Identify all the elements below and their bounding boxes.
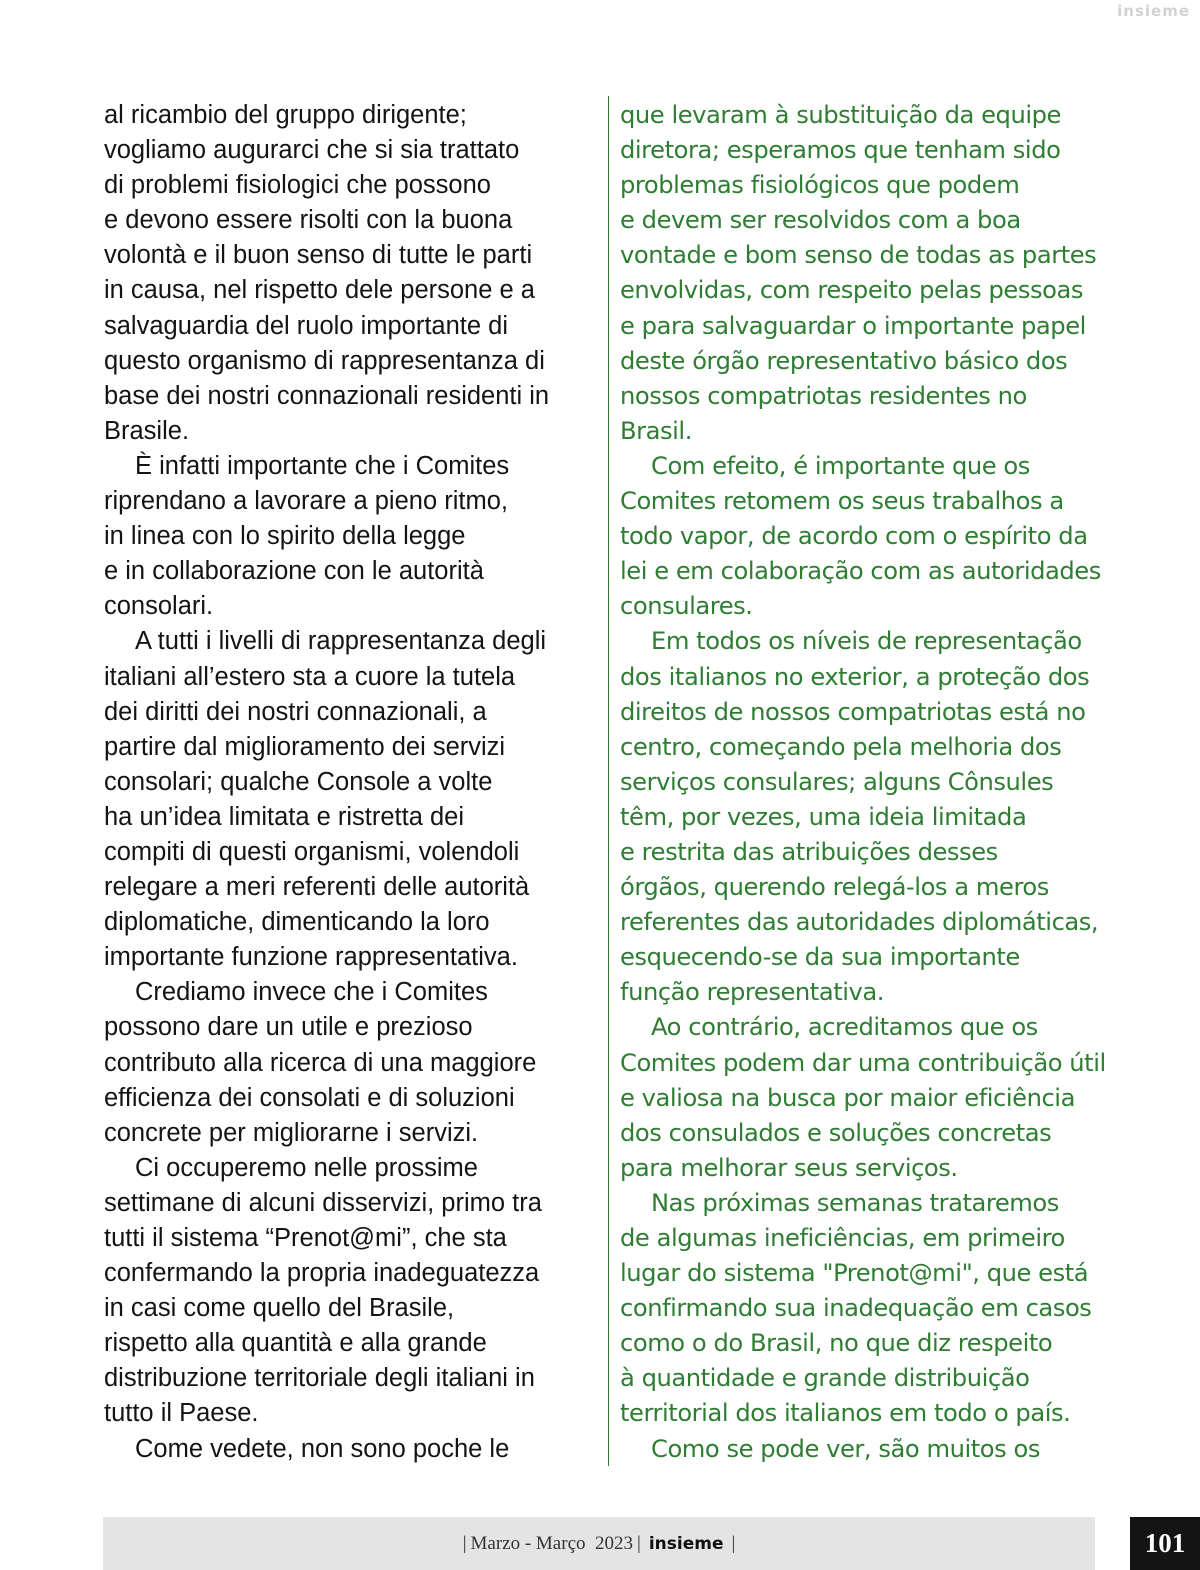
- portuguese-text-line: para melhorar seus serviços.: [620, 1153, 958, 1182]
- portuguese-text-column: [620, 98, 1180, 1467]
- italian-text-line: e in collaborazione con le autorità: [104, 557, 484, 586]
- portuguese-text-line: territorial dos italianos em todo o país.: [620, 1399, 1071, 1428]
- italian-text-line: Brasile.: [104, 416, 190, 445]
- italian-text-line: È infatti importante che i Comites: [135, 451, 510, 480]
- portuguese-text-line: dos italianos no exterior, a proteção dos: [620, 662, 1090, 691]
- italian-text-line: partire dal miglioramento dei servizi: [104, 732, 506, 761]
- portuguese-text-line: lugar do sistema "Prenot@mi", que está: [620, 1259, 1089, 1288]
- italian-text-line: salvaguardia del ruolo importante di: [104, 311, 508, 340]
- italian-text-line: settimane di alcuni disservizi, primo tra: [104, 1188, 542, 1217]
- italian-text-line: questo organismo di rappresentanza di: [104, 346, 545, 375]
- italian-text-line: possono dare un utile e prezioso: [104, 1013, 473, 1042]
- portuguese-text-line: Ao contrário, acreditamos que os: [651, 1013, 1038, 1042]
- portuguese-text-line: deste órgão representativo básico dos: [620, 346, 1068, 375]
- portuguese-text-line: problemas fisiológicos que podem: [620, 171, 1020, 200]
- portuguese-text-line: serviços consulares; alguns Cônsules: [620, 767, 1054, 796]
- italian-text-line: base dei nostri connazionali residenti in: [104, 381, 550, 410]
- footer-separator: |: [637, 1532, 641, 1554]
- italian-text-line: concrete per migliorarne i servizi.: [104, 1118, 479, 1147]
- footer-separator: |: [462, 1532, 467, 1554]
- italian-text-line: confermando la propria inadeguatezza: [104, 1259, 540, 1288]
- italian-text-line: riprendano a lavorare a pieno ritmo,: [104, 487, 508, 516]
- italian-text-line: in casi come quello del Brasile,: [104, 1294, 455, 1323]
- italian-text-line: di problemi fisiologici che possono: [104, 171, 491, 200]
- italian-text-line: in causa, nel rispetto dele persone e a: [104, 276, 535, 305]
- italian-text-line: Ci occuperemo nelle prossime: [135, 1153, 478, 1182]
- page-number: 101: [1130, 1517, 1200, 1570]
- italian-text-line: consolari; qualche Console a volte: [104, 767, 493, 796]
- portuguese-text-line: Como se pode ver, são muitos os: [651, 1434, 1041, 1463]
- italian-text-line: A tutti i livelli di rappresentanza degli: [135, 627, 547, 656]
- italian-text-line: diplomatiche, dimenticando la loro: [104, 908, 490, 937]
- portuguese-text-line: de algumas ineficiências, em primeiro: [620, 1224, 1065, 1252]
- portuguese-text-line: Brasil.: [620, 416, 692, 445]
- italian-text-line: in linea con lo spirito della legge: [104, 522, 466, 551]
- footer-bar: [103, 1517, 1095, 1570]
- portuguese-text-line: Comites podem dar uma contribuição útil: [620, 1048, 1106, 1077]
- italian-text-line: al ricambio del gruppo dirigente;: [104, 101, 467, 129]
- italian-text-line: volontà e il buon senso di tutte le parti: [104, 241, 533, 270]
- italian-text-line: rispetto alla quantità e alla grande: [104, 1329, 487, 1358]
- italian-text-line: vogliamo augurarci che si sia trattato: [104, 136, 520, 165]
- portuguese-text-line: Nas próximas semanas trataremos: [651, 1188, 1059, 1217]
- portuguese-text-line: lei e em colaboração com as autoridades: [620, 557, 1101, 586]
- italian-text-column: [104, 98, 594, 1467]
- portuguese-text-line: consulares.: [620, 592, 753, 621]
- portuguese-text-line: confirmando sua inadequação em casos: [620, 1294, 1092, 1323]
- portuguese-text-line: referentes das autoridades diplomáticas,: [620, 908, 1099, 937]
- portuguese-text-line: à quantidade e grande distribuição: [620, 1364, 1030, 1393]
- footer-separator: |: [731, 1532, 736, 1554]
- portuguese-text-line: como o do Brasil, no que diz respeito: [620, 1329, 1053, 1358]
- portuguese-text-line: que levaram à substituição da equipe: [620, 101, 1061, 129]
- italian-text-line: consolari.: [104, 592, 214, 621]
- italian-text-line: Come vedete, non sono poche le: [135, 1434, 510, 1463]
- footer-issue-date: Marzo - Março 2023: [470, 1532, 634, 1554]
- italian-text-line: contributo alla ricerca di una maggiore: [104, 1048, 537, 1077]
- italian-text-line: tutto il Paese.: [104, 1399, 259, 1428]
- portuguese-text-line: todo vapor, de acordo com o espírito da: [620, 522, 1088, 551]
- portuguese-text-line: direitos de nossos compatriotas está no: [620, 697, 1086, 726]
- italian-text-line: Crediamo invece che i Comites: [135, 978, 488, 1007]
- portuguese-text-line: centro, começando pela melhoria dos: [620, 732, 1062, 761]
- portuguese-text-line: nossos compatriotas residentes no: [620, 381, 1027, 410]
- italian-text-line: dei diritti dei nostri connazionali, a: [104, 697, 487, 726]
- portuguese-text-line: Comites retomem os seus trabalhos a: [620, 487, 1064, 516]
- italian-text-line: e devono essere risolti con la buona: [104, 206, 513, 235]
- italian-text-line: relegare a meri referenti delle autorità: [104, 873, 530, 902]
- italian-text-line: tutti il sistema “Prenot@mi”, che sta: [104, 1224, 507, 1252]
- italian-text-line: importante funzione rappresentativa.: [104, 943, 518, 972]
- portuguese-text-line: Com efeito, é importante que os: [651, 451, 1030, 480]
- portuguese-text-line: e devem ser resolvidos com a boa: [620, 206, 1021, 235]
- portuguese-text-line: e para salvaguardar o importante papel: [620, 311, 1086, 340]
- portuguese-text-line: dos consulados e soluções concretas: [620, 1118, 1052, 1147]
- footer-brand-logo: insieme: [648, 1533, 724, 1554]
- portuguese-text-line: têm, por vezes, uma ideia limitada: [620, 802, 1027, 831]
- portuguese-text-line: e valiosa na busca por maior eficiência: [620, 1083, 1075, 1112]
- italian-text-line: compiti di questi organismi, volendoli: [104, 837, 520, 866]
- portuguese-text-line: envolvidas, com respeito pelas pessoas: [620, 276, 1084, 305]
- portuguese-text-line: órgãos, querendo relegá-los a meros: [620, 873, 1049, 902]
- column-divider: [608, 96, 609, 1466]
- portuguese-text-line: vontade e bom senso de todas as partes: [620, 241, 1097, 270]
- header-brand-logo: insieme: [1117, 2, 1190, 20]
- italian-text-line: ha un’idea limitata e ristretta dei: [104, 802, 465, 831]
- portuguese-text-line: diretora; esperamos que tenham sido: [620, 136, 1061, 165]
- italian-text-line: distribuzione territoriale degli italiani in: [104, 1364, 535, 1393]
- italian-text-line: efficienza dei consolati e di soluzioni: [104, 1083, 515, 1112]
- portuguese-text-line: esquecendo-se da sua importante: [620, 943, 1020, 972]
- portuguese-text-line: função representativa.: [620, 978, 884, 1007]
- portuguese-text-line: e restrita das atribuições desses: [620, 837, 998, 866]
- italian-text-line: italiani all’estero sta a cuore la tutela: [104, 662, 516, 691]
- portuguese-text-line: Em todos os níveis de representação: [651, 627, 1082, 656]
